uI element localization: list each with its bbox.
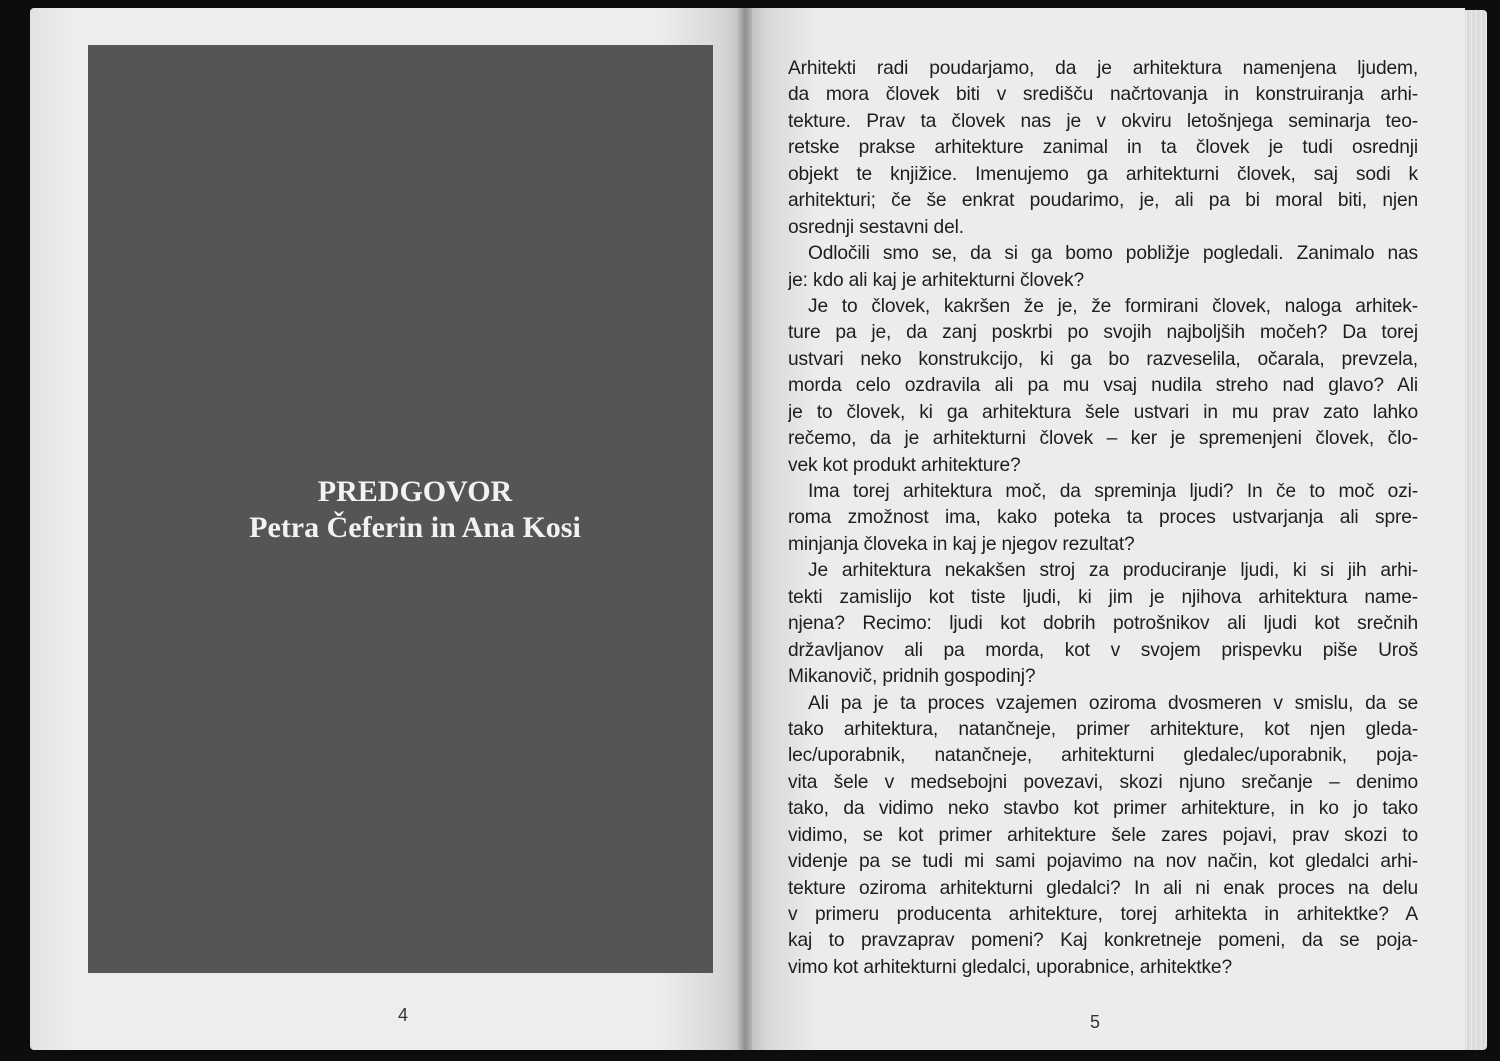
text-line: tekti zamislijo kot tiste ljudi, ki jim je njihova arhitektura name- bbox=[788, 586, 1418, 608]
text-line: ustvari neko konstrukcijo, ki ga bo razveselila, očarala, prevzela, bbox=[788, 348, 1418, 370]
text-line: v primeru producenta arhitekture, torej arhitekta in arhitektke? A bbox=[788, 904, 1418, 925]
text-line: videnje pa se tudi mi sami pojavimo na nov način, kot gledalci arhi- bbox=[788, 851, 1418, 873]
text-line: vidimo, se kot primer arhitekture šele zares pojavi, prav skozi to bbox=[788, 824, 1418, 846]
page-number-right: 5 bbox=[1090, 1012, 1101, 1032]
text-line: kaj to pravzaprav pomeni? Kaj konkretneje pomeni, da se poja- bbox=[788, 930, 1418, 952]
text-line: tekture oziroma arhitekturni gledalci? In ali ni enak proces na delu bbox=[788, 877, 1418, 899]
text-line: vita šele v medsebojni povezavi, skozi njuno srečanje – denimo bbox=[788, 771, 1418, 793]
text-line: osrednji sestavni del. bbox=[788, 216, 964, 238]
text-line: njena? Recimo: ljudi kot dobrih potrošnikov ali ljudi kot srečnih bbox=[788, 613, 1418, 635]
text-line: rečemo, da je arhitekturni človek – ker je spremenjeni človek, člo- bbox=[788, 428, 1418, 450]
page-number-left: 4 bbox=[398, 1005, 409, 1025]
text-line: državljanov ali pa morda, kot v svojem prispevku piše Uroš bbox=[788, 639, 1418, 661]
body-text bbox=[788, 56, 1418, 981]
text-line: tako, da vidimo neko stavbo kot primer arhitekture, in ko jo tako bbox=[788, 798, 1418, 820]
text-line: Mikanovič, pridnih gospodinj? bbox=[788, 666, 1036, 688]
text-line: Arhitekti radi poudarjamo, da je arhitektura namenjena ljudem, bbox=[788, 58, 1418, 79]
text-line: Ali pa je ta proces vzajemen oziroma dvosmeren v smislu, da se bbox=[808, 692, 1418, 714]
text-line: da mora človek biti v središču načrtovanja in konstruiranja arhi- bbox=[788, 84, 1418, 106]
text-line: je to človek, ki ga arhitektura šele ustvari in mu prav zato lahko bbox=[788, 401, 1418, 423]
text-line: minjanja človeka in kaj je njegov rezultat? bbox=[788, 533, 1135, 555]
text-line: Je to človek, kakršen že je, že formirani človek, naloga arhitek- bbox=[808, 295, 1418, 317]
text-line: objekt te knjižice. Imenujemo ga arhitekturni človek, saj sodi k bbox=[788, 163, 1418, 185]
chapter-authors: Petra Čeferin in Ana Kosi bbox=[249, 511, 581, 544]
text-line: Ima torej arhitektura moč, da spreminja ljudi? In če to moč ozi- bbox=[808, 481, 1418, 502]
text-line: vek kot produkt arhitekture? bbox=[788, 454, 1021, 476]
text-line: arhitekturi; če še enkrat poudarimo, je, ali pa bi moral biti, njen bbox=[788, 190, 1418, 212]
text-line: vimo kot arhitekturni gledalci, uporabnice, arhitektke? bbox=[788, 956, 1232, 978]
text-line: Odločili smo se, da si ga bomo pobližje pogledali. Zanimalo nas bbox=[808, 243, 1418, 265]
text-line: tako arhitektura, natančneje, primer arhitekture, kot njen gleda- bbox=[788, 718, 1418, 740]
text-line: ture pa je, da zanj poskrbi po svojih najboljših močeh? Da torej bbox=[788, 322, 1418, 344]
text-line: je: kdo ali kaj je arhitekturni človek? bbox=[788, 269, 1084, 291]
chapter-title bbox=[88, 474, 742, 546]
chapter-heading: PREDGOVOR bbox=[317, 475, 513, 508]
text-line: lec/uporabnik, natančneje, arhitekturni gledalec/uporabnik, poja- bbox=[788, 745, 1418, 767]
text-line: tekture. Prav ta človek nas je v okviru letošnjega seminarja teo- bbox=[788, 110, 1418, 132]
text-line: morda celo ozdravila ali pa mu vsaj nudila streho nad glavo? Ali bbox=[788, 375, 1418, 397]
text-line: Je arhitektura nekakšen stroj za produciranje ljudi, ki si jih arhi- bbox=[808, 560, 1418, 582]
page-edges bbox=[1465, 10, 1487, 1050]
text-line: retske prakse arhitekture zanimal in ta človek je tudi osrednji bbox=[788, 137, 1418, 159]
text-line: roma zmožnost ima, kako poteka ta proces ustvarjanja ali spre- bbox=[788, 507, 1418, 529]
